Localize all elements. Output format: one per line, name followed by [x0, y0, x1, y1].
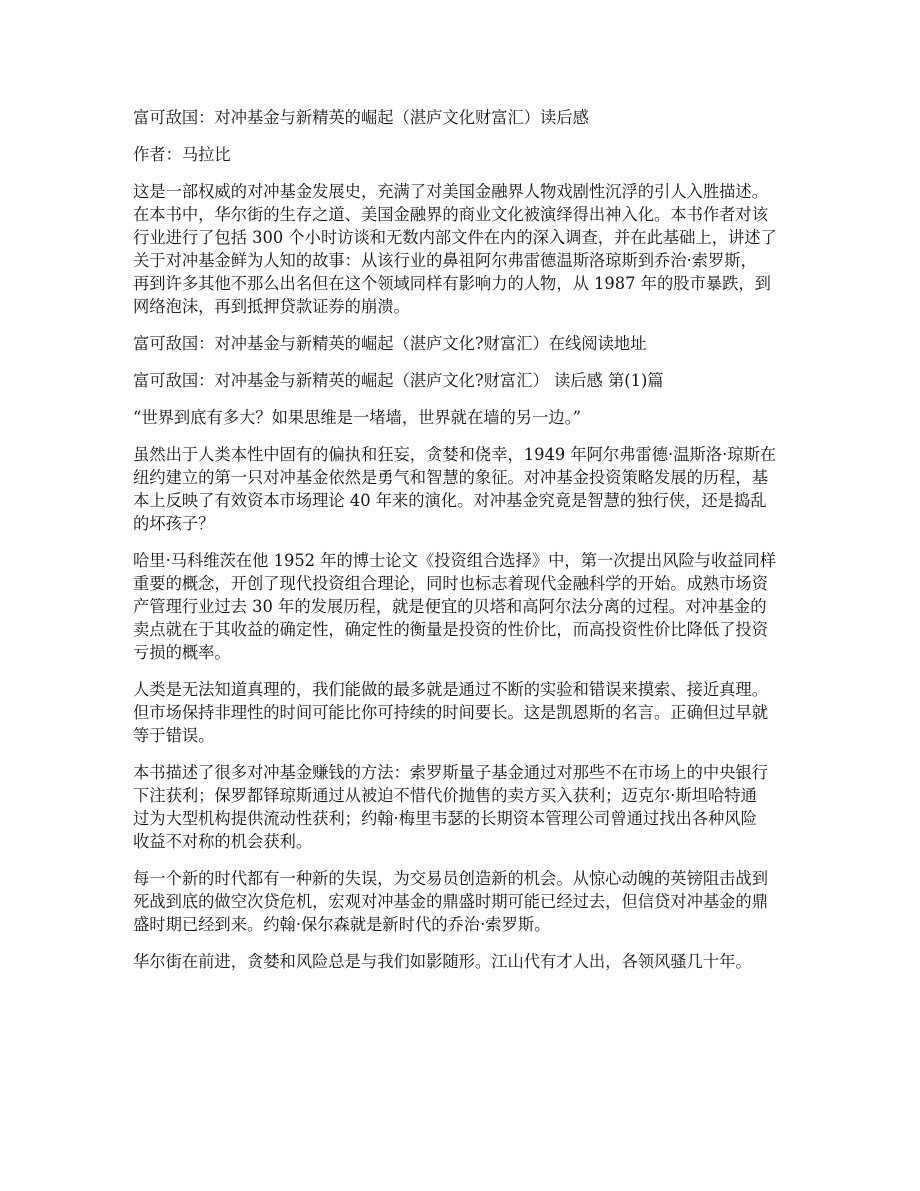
document-title: 富可敌国：对冲基金与新精英的崛起（湛庐文化财富汇）读后感 — [133, 108, 589, 127]
text-line: 下注获利；保罗都铎琼斯通过从被迫不惜代价抛售的卖方买入获利；迈克尔·斯坦哈特通 — [133, 786, 757, 805]
intro-paragraph — [133, 180, 833, 318]
body-paragraph — [133, 761, 833, 853]
text-line: 在本书中，华尔街的生存之道、美国金融界的商业文化被演绎得出神入化。本书作者对该 — [133, 205, 768, 224]
text-line: 人类是无法知道真理的，我们能做的最多就是通过不断的实验和错误来摸索、接近真理。 — [133, 680, 768, 699]
text-line: 亏损的概率。 — [133, 643, 231, 662]
body-paragraph — [133, 443, 833, 535]
quote: “世界到底有多大？如果思维是一堵墙，世界就在墙的另一边。” — [133, 408, 582, 427]
text-line: 但市场保持非理性的时间可能比你可持续的时间要长。这是凯恩斯的名言。正确但过早就 — [133, 703, 768, 722]
body-paragraph — [133, 950, 833, 973]
body-paragraph — [133, 867, 833, 936]
document-body — [133, 106, 833, 987]
text-line: 华尔街在前进，贪婪和风险总是与我们如影随形。江山代有才人出，各领风骚几十年。 — [133, 952, 752, 971]
body-paragraph — [133, 678, 833, 747]
text-line: 收益不对称的机会获利。 — [133, 832, 313, 851]
text-line: 网络泡沫，再到抵押贷款证券的崩溃。 — [133, 297, 410, 316]
text-line: 每一个新的时代都有一种新的失误，为交易员创造新的机会。从惊心动魄的英镑阻击战到 — [133, 869, 768, 888]
text-line: 关于对冲基金鲜为人知的故事：从该行业的鼻祖阿尔弗雷德温斯洛琼斯到乔治·索罗斯， — [133, 251, 757, 270]
text-line: 过为大型机构提供流动性获利；约翰·梅里韦瑟的长期资本管理公司曾通过找出各种风险 — [133, 809, 757, 828]
text-line: 纽约建立的第一只对冲基金依然是勇气和智慧的象征。对冲基金投资策略发展的历程，基 — [133, 468, 768, 487]
text-line: 本上反映了有效资本市场理论 40 年来的演化。对冲基金究竟是智慧的独行侠，还是捣乱 — [133, 491, 767, 510]
text-line: 行业进行了包括 300 个小时访谈和无数内部文件在内的深入调查，并在此基础上，讲述了 — [133, 228, 777, 247]
review-heading: 富可敌国：对冲基金与新精英的崛起（湛庐文化?财富汇） 读后感 第(1)篇 — [133, 371, 664, 390]
text-line: 这是一部权威的对冲基金发展史，充满了对美国金融界人物戏剧性沉浮的引人入胜描述。 — [133, 182, 768, 201]
text-line: 哈里·马科维茨在他 1952 年的博士论文《投资组合选择》中，第一次提出风险与收益同样 — [133, 551, 777, 570]
text-line: 盛时期已经到来。约翰·保尔森就是新时代的乔治·索罗斯。 — [133, 915, 551, 934]
text-line: 死战到底的做空次贷危机，宏观对冲基金的鼎盛时期可能已经过去，但信贷对冲基金的鼎 — [133, 892, 768, 911]
text-line: 再到许多其他不那么出名但在这个领域同样有影响力的人物，从 1987 年的股市暴跌，到 — [133, 274, 771, 293]
text-line: 的坏孩子？ — [133, 514, 215, 533]
review-paragraphs — [133, 443, 833, 973]
body-paragraph — [133, 549, 833, 664]
text-line: 等于错误。 — [133, 726, 215, 745]
text-line: 虽然出于人类本性中固有的偏执和狂妄，贪婪和侥幸，1949 年阿尔弗雷德·温斯洛·琼斯在 — [133, 445, 777, 464]
author-line: 作者：马拉比 — [133, 145, 231, 164]
text-line: 本书描述了很多对冲基金赚钱的方法：索罗斯量子基金通过对那些不在市场上的中央银行 — [133, 763, 768, 782]
online-reading-link[interactable]: 富可敌国：对冲基金与新精英的崛起（湛庐文化?财富汇）在线阅读地址 — [133, 334, 647, 353]
text-line: 产管理行业过去 30 年的发展历程，就是便宜的贝塔和高阿尔法分离的过程。对冲基金的 — [133, 597, 767, 616]
text-line: 卖点就在于其收益的确定性，确定性的衡量是投资的性价比，而高投资性价比降低了投资 — [133, 620, 768, 639]
text-line: 重要的概念，开创了现代投资组合理论，同时也标志着现代金融科学的开始。成熟市场资 — [133, 574, 768, 593]
